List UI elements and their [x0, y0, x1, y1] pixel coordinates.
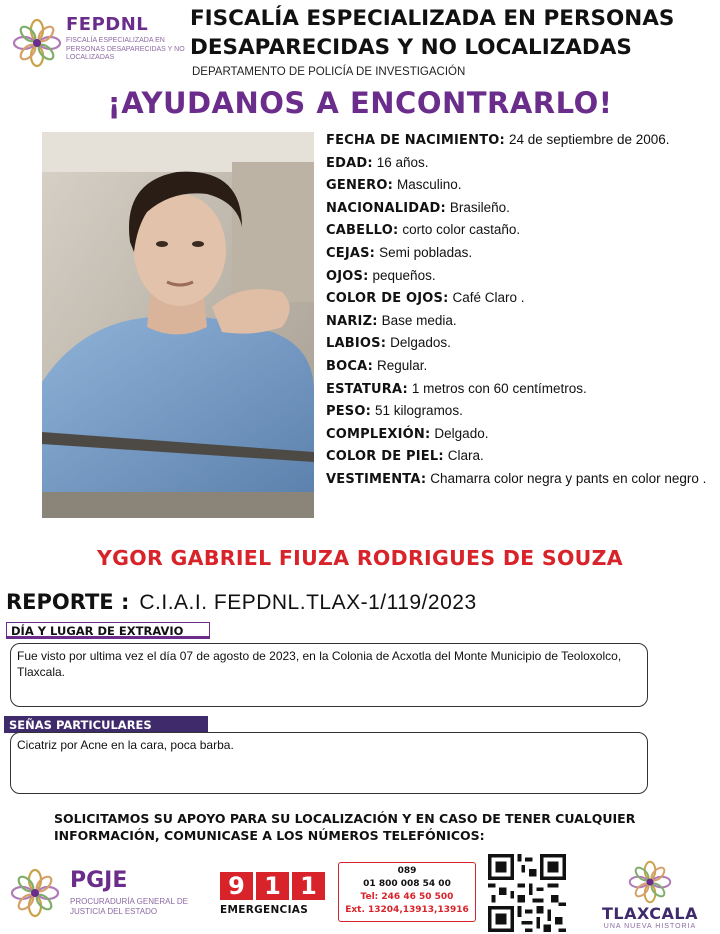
detail-nationality: NACIONALIDAD: Brasileño. — [326, 199, 510, 216]
emergency-digit: 1 — [256, 872, 289, 900]
detail-birthdate: FECHA DE NACIMIENTO: 24 de septiembre de 2006. — [326, 132, 670, 148]
emergency-digit: 1 — [292, 872, 325, 900]
marks-label: SEÑAS PARTICULARES — [4, 716, 208, 733]
flower-emblem-icon — [628, 860, 672, 904]
tlaxcala-slogan: UNA NUEVA HISTORIA — [603, 923, 697, 930]
detail-lips: LABIOS: Delgados. — [326, 335, 451, 352]
help-headline: ¡AYUDANOS A ENCONTRARLO! — [107, 86, 613, 120]
detail-age: EDAD: 16 años. — [326, 154, 429, 171]
detail-eye-color: COLOR DE OJOS: Café Claro . — [326, 290, 525, 307]
department-name: DEPARTAMENTO DE POLICÍA DE INVESTIGACIÓN — [192, 66, 466, 78]
detail-build: COMPLEXIÓN: Delgado. — [326, 425, 489, 442]
detail-weight: PESO: 51 kilogramos. — [326, 403, 463, 420]
missing-person-name: YGOR GABRIEL FIUZA RODRIGUES DE SOUZA — [97, 546, 623, 570]
emergency-911-logo — [220, 872, 326, 916]
agency-title-line2: DESAPARECIDAS Y NO LOCALIZADAS — [190, 35, 632, 60]
phone-numbers-box — [338, 862, 476, 922]
detail-hair: CABELLO: corto color castaño. — [326, 222, 521, 239]
phone-line-tel: Tel: 246 46 50 500 — [360, 892, 454, 902]
qr-code-icon — [488, 854, 566, 932]
tlaxcala-name: TLAXCALA — [602, 904, 698, 923]
phone-line-ext: Ext. 13204,13913,13916 — [345, 905, 469, 915]
detail-nose: NARIZ: Base media. — [326, 312, 457, 329]
fepdnl-logo — [12, 12, 185, 70]
pgje-logo — [10, 864, 210, 924]
report-value: C.I.A.I. FEPDNL.TLAX-1/119/2023 — [139, 591, 477, 614]
missing-person-photo — [42, 132, 314, 518]
person-details — [326, 130, 716, 488]
tlaxcala-logo — [588, 860, 712, 930]
report-label: REPORTE : — [6, 590, 130, 614]
disappearance-box: Fue visto por ultima vez el día 07 de agosto de 2023, en la Colonia de Acxotla del Monte Municipio de Teoloxolco, Tlaxcala. — [10, 643, 648, 707]
detail-height: ESTATURA: 1 metros con 60 centímetros. — [326, 380, 587, 397]
detail-skin-color: COLOR DE PIEL: Clara. — [326, 448, 484, 465]
pgje-acronym: PGJE — [70, 868, 128, 893]
disappearance-label: DÍA Y LUGAR DE EXTRAVIO — [6, 622, 210, 639]
agency-title — [190, 4, 720, 62]
detail-clothing: VESTIMENTA: Chamarra color negra y pants en color negro . — [326, 470, 707, 487]
emergency-label: EMERGENCIAS — [220, 904, 309, 916]
logo-acronym: FEPDNL — [66, 14, 149, 35]
phone-line-089: 089 — [397, 866, 417, 876]
detail-mouth: BOCA: Regular. — [326, 357, 428, 374]
logo-subtitle: FISCALÍA ESPECIALIZADA EN PERSONAS DESAPARECIDAS Y NO LOCALIZADAS — [66, 37, 185, 61]
detail-eyebrows: CEJAS: Semi pobladas. — [326, 244, 473, 261]
marks-box: Cicatriz por Acne en la cara, poca barba. — [10, 732, 648, 794]
detail-gender: GENERO: Masculino. — [326, 177, 462, 194]
flower-emblem-icon — [10, 868, 60, 918]
agency-title-line1: FISCALÍA ESPECIALIZADA EN PERSONAS — [190, 6, 675, 31]
emergency-digit: 9 — [220, 872, 253, 900]
report-number — [6, 590, 477, 615]
request-text: SOLICITAMOS SU APOYO PARA SU LOCALIZACIÓN Y EN CASO DE TENER CUALQUIER INFORMACIÓN, COMUNICASE A LOS NÚMEROS TELEFÓNICOS: — [54, 811, 636, 843]
flower-emblem-icon — [12, 18, 62, 68]
phone-line-toll-free: 01 800 008 54 00 — [363, 879, 451, 889]
pgje-subtitle: PROCURADURÍA GENERAL DE JUSTICIA DEL ESTADO — [70, 897, 188, 916]
detail-eyes: OJOS: pequeños. — [326, 267, 436, 284]
portrait-image — [42, 132, 314, 518]
